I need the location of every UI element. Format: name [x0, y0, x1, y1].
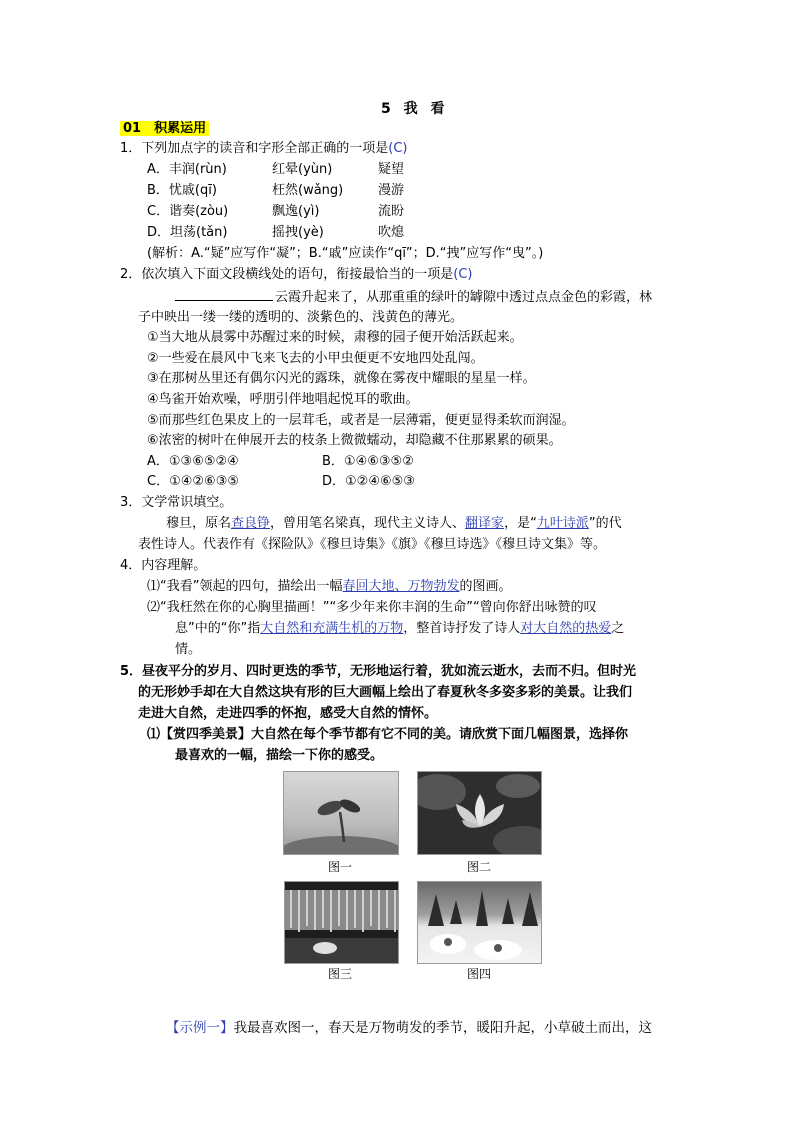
caption-2: 图二 — [466, 860, 491, 874]
q4-s2c: ，整首诗抒发了诗人 — [403, 621, 521, 636]
q4-sub1 — [147, 578, 512, 596]
q2-item-3: ③在那树丛里还有偶尔闪光的露珠，就像在雾夜中耀眼的星星一样。 — [147, 371, 536, 386]
q2-answer: (C) — [453, 267, 473, 282]
section-heading — [120, 120, 209, 138]
q4-sub2-line2 — [175, 620, 624, 638]
q1-stem-text: 1．下列加点字的读音和字形全部正确的一项是 — [120, 141, 389, 156]
q5-sub1-line1 — [147, 726, 628, 744]
q3-l1b: ，曾用笔名梁真，现代主义诗人、 — [270, 516, 466, 531]
q3-l1c: ，是“ — [504, 516, 537, 531]
q3-answer-name: 查良铮 — [231, 516, 271, 531]
q4-sub2-line1: ⑵“我枉然在你的心胸里描画！”“多少年来你丰润的生命”“曾向你舒出咏赞的叹 — [147, 600, 597, 615]
q4-s2-answer2: 对大自然的热爱 — [520, 621, 612, 636]
q2-passage1-text: 云霞升起来了，从那重重的绿叶的罅隙中透过点点金色的彩霞，林 — [275, 290, 653, 305]
caption-4: 图四 — [466, 967, 491, 981]
example-one — [166, 1019, 652, 1037]
q5-line3: 走进大自然，走进四季的怀抱，感受大自然的情怀。 — [138, 706, 438, 721]
snow-image — [418, 882, 541, 963]
q5-line1: 5．昼夜平分的岁月、四时更迭的季节，无形地运行着，犹如流云逝水，去而不归。但时光 — [120, 664, 637, 679]
q1-option-c-word3: 流盼 — [378, 204, 405, 219]
q1-option-a-word2: 红晕(yùn) — [272, 162, 333, 177]
q2-item-5: ⑤而那些红色果皮上的一层茸毛，或者是一层薄霜，便更显得柔软而润湿。 — [147, 413, 575, 428]
caption-3: 图三 — [327, 967, 352, 981]
q4-s1a: ⑴“我看”领起的四句，描绘出一幅 — [147, 579, 343, 594]
q4-s1b: 的图画。 — [459, 579, 512, 594]
q3-l1d: ”的代 — [588, 516, 622, 531]
q3-answer-school: 九叶诗派 — [536, 516, 589, 531]
q5-sub1-tag: 【赏四季美景】 — [160, 727, 252, 742]
q2-item-2: ②一些爱在晨风中飞来飞去的小甲虫便更不安地四处乱闯。 — [147, 351, 484, 366]
photo-sprout — [283, 771, 399, 855]
q3-l1a: 穆旦，原名 — [166, 516, 232, 531]
harvest-image — [285, 882, 398, 963]
lotus-image — [418, 772, 541, 854]
q1-analysis: (解析：A.“疑”应写作“凝”；B.“戚”应读作“qī”；D.“拽”应写作“曳”。) — [147, 246, 544, 261]
q1-option-d-word1: D．坦荡(tǎn) — [147, 225, 228, 240]
q4-s2d: 之 — [611, 621, 625, 636]
sprout-image — [284, 772, 398, 854]
q5-line2: 的无形妙手却在大自然这块有形的巨大画幅上绘出了春夏秋冬多姿多彩的美景。让我们 — [138, 685, 633, 700]
example-text: 我最喜欢图一，春天是万物萌发的季节，暖阳升起，小草破土而出，这 — [233, 1020, 652, 1036]
q1-answer: (C) — [388, 141, 408, 156]
q2-option-c: C．①④②⑥③⑤ — [147, 474, 240, 489]
photo-lotus — [417, 771, 542, 855]
q5-sub1-number: ⑴ — [147, 727, 161, 742]
q1-option-a-word1: A．丰润(rùn) — [147, 162, 227, 177]
q2-item-6: ⑥浓密的树叶在伸展开去的枝条上微微蠕动，却隐藏不住那累累的硕果。 — [147, 433, 562, 448]
q3-line2: 表性诗人。代表作有《探险队》《穆旦诗集》《旗》《穆旦诗选》《穆旦诗文集》等。 — [138, 537, 607, 552]
q1-option-b-word2: 枉然(wǎng) — [272, 183, 344, 198]
q3-line1 — [166, 515, 622, 533]
q4-s2-answer1: 大自然和充满生机的万物 — [260, 621, 404, 636]
q1-option-a-word3: 疑望 — [378, 162, 405, 177]
photo-autumn-harvest — [284, 881, 399, 964]
q3-stem: 3．文学常识填空。 — [120, 495, 233, 510]
caption-1: 图一 — [327, 860, 352, 874]
q2-item-4: ④鸟雀开始欢噪，呼朋引伴地唱起悦耳的歌曲。 — [147, 392, 419, 407]
q1-option-b-word3: 漫游 — [378, 183, 405, 198]
q4-s2b: 息”中的“你”指 — [175, 621, 261, 636]
page-title: 5 我 看 — [381, 101, 449, 117]
q1-option-b-word1: B．忧戚(qī) — [147, 183, 217, 198]
q5-sub1-text: 大自然在每个季节都有它不同的美。请欣赏下面几幅图景，选择你 — [251, 727, 629, 742]
q1-stem — [120, 140, 408, 158]
q5-sub1-line2: 最喜欢的一幅，描绘一下你的感受。 — [175, 748, 384, 763]
q4-sub2-line3: 情。 — [175, 642, 202, 657]
q2-item-1: ①当大地从晨雾中苏醒过来的时候，肃穆的园子便开始活跃起来。 — [147, 330, 523, 345]
section-label: 01 积累运用 — [120, 121, 209, 136]
q4-stem: 4．内容理解。 — [120, 558, 207, 573]
photo-winter-snow — [417, 881, 542, 964]
q1-option-c-word1: C．谐奏(zòu) — [147, 204, 229, 219]
q2-passage-line2: 子中映出一缕一缕的透明的、淡紫色的、浅黄色的薄光。 — [138, 310, 464, 325]
q2-passage-line1 — [175, 288, 652, 307]
q3-answer-job: 翻译家 — [465, 516, 505, 531]
q1-option-d-word3: 吹熄 — [378, 225, 405, 240]
q2-blank — [175, 288, 273, 301]
q2-stem-text: 2．依次填入下面文段横线处的语句，衔接最恰当的一项是 — [120, 267, 454, 282]
q2-option-a: A．①③⑥⑤②④ — [147, 454, 239, 469]
q2-option-b: B．①④⑥③⑤② — [322, 454, 414, 469]
q2-stem — [120, 266, 473, 284]
q1-option-c-word2: 飘逸(yì) — [272, 204, 320, 219]
q2-option-d: D．①②④⑥⑤③ — [322, 474, 415, 489]
example-tag: 【示例一】 — [166, 1020, 234, 1036]
q4-s1-answer: 春回大地、万物勃发 — [342, 579, 460, 594]
q1-option-d-word2: 摇拽(yè) — [272, 225, 324, 240]
